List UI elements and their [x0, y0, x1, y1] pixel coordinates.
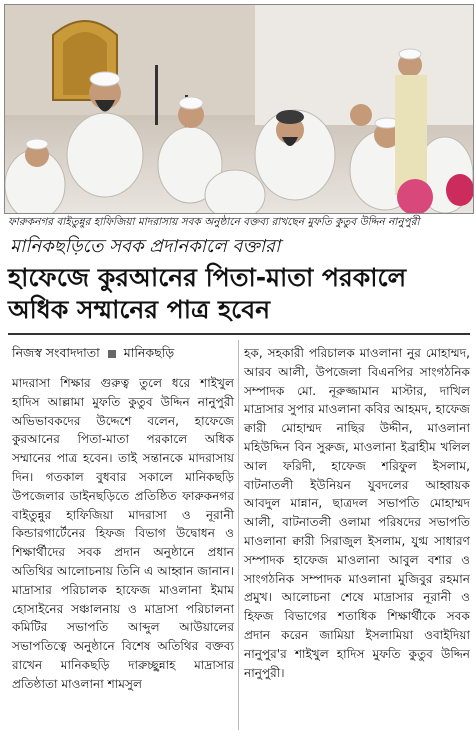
photo-illustration [5, 5, 473, 213]
article-column-2 [244, 344, 470, 682]
headline-rule [8, 333, 470, 335]
article-text-col2: হক, সহকারী পরিচালক মাওলানা নুর মোহাম্মদ, আরব আলী, উপজেলা বিএনপির সাংগঠনিক সম্পাদক মো. নূরুজ্জামান মাস্টার, দাখিল মাদ্রাসার সুপার মাওলানা কবির আহমদ, হাফেজ ক্বারী মোহাম্মদ নাছির উদ্দীন, মাওলানা মহিউদ্দিন বিন সুরুজ, মাওলানা ইব্রাহীম খলিল আল ফরিদী, হাফেজ শরিফুল ইসলাম, বাটনাতলী ইউনিয়ন যুবদলের আহ্বায়ক আবদুল মান্নান, ছাত্রদল সভাপতি মোহাম্মদ আলী, বাটনাতলী ওলামা পরিষদের সভাপতি মাওলানা ক্বারী সিরাজুল ইসলাম, যুগ্ম সাধারণ সম্পাদক হাফেজ মাওলানা আবুল বশার ও সাংগঠনিক সম্পাদক মাওলানা মুজিবুর রহমান প্রমুখ। আলোচনা শেষে মাদ্রাসার নূরানী ও হিফজ বিভাগের শতাধিক শিক্ষার্থীকে সবক প্রদান করেন জামিয়া ইসলামিয়া ওবাইদিয়া নানুপুর'র শাইখুল হাদিস মুফতি কুতুব উদ্দিন নানুপুরী। [244, 346, 470, 680]
dateline-place: মানিকছড়ি [123, 345, 175, 360]
photo-caption: ফারুকনগর বাইতুন্নুর হাফিজিয়া মাদরাসায় সবক অনুষ্ঠানে বক্তব্য রাখছেন মুফতি কুতুব উদ্দিন নানুপুরী [8, 216, 420, 228]
byline [12, 345, 174, 361]
headline: হাফেজে কুরআনের পিতা-মাতা পরকালে অধিক সম্মানের পাত্র হবেন [8, 263, 407, 324]
square-bullet-icon [108, 350, 116, 358]
article-column-1 [12, 374, 234, 694]
news-photo [4, 4, 474, 214]
reporter: নিজস্ব সংবাদদাতা [12, 345, 100, 360]
column-divider [238, 340, 239, 730]
article-text-col1: মাদরাসা শিক্ষার গুরুত্ব তুলে ধরে শাইখুল হাদিস আল্লামা মুফতি কুতুব উদ্দিন নানুপুরী অভিভাবকদের উদ্দেশে বলেন, হাফেজে কুরআনের পিতা-মাতা পরকালে অধিক সম্মানের পাত্র হবেন। তাই সন্তানকে মাদরাসায় দিন। গতকাল বুধবার সকালে মানিকছড়ি উপজেলার ডাইনছড়িতে প্রতিষ্ঠিত ফারুকনগর বাইতুন্নুর হাফিজিয়া মাদরাসা ও নূরানী কিন্ডারগার্টেনের হিফজ বিভাগ উদ্বোধন ও শিক্ষার্থীদের সবক প্রদান অনুষ্ঠানে প্রধান অতিথির আলোচনায় তিনি এ আহ্বান জানান। মাদ্রাসার পরিচালক হাফেজ মাওলানা ইমাম হোসাইনের সঞ্চালনায় ও মাদ্রাসা পরিচালনা কমিটির সভাপতি আব্দুল আউয়ালের সভাপতিত্বে অনুষ্ঠানে বিশেষ অতিথির বক্তব্য রাখেন মানিকছড়ি দারুচ্ছুন্নাহ মাদ্রাসার প্রতিষ্ঠাতা মাওলানা শামসুল [12, 376, 234, 691]
kicker: মানিকছড়িতে সবক প্রদানকালে বক্তারা [10, 236, 281, 257]
